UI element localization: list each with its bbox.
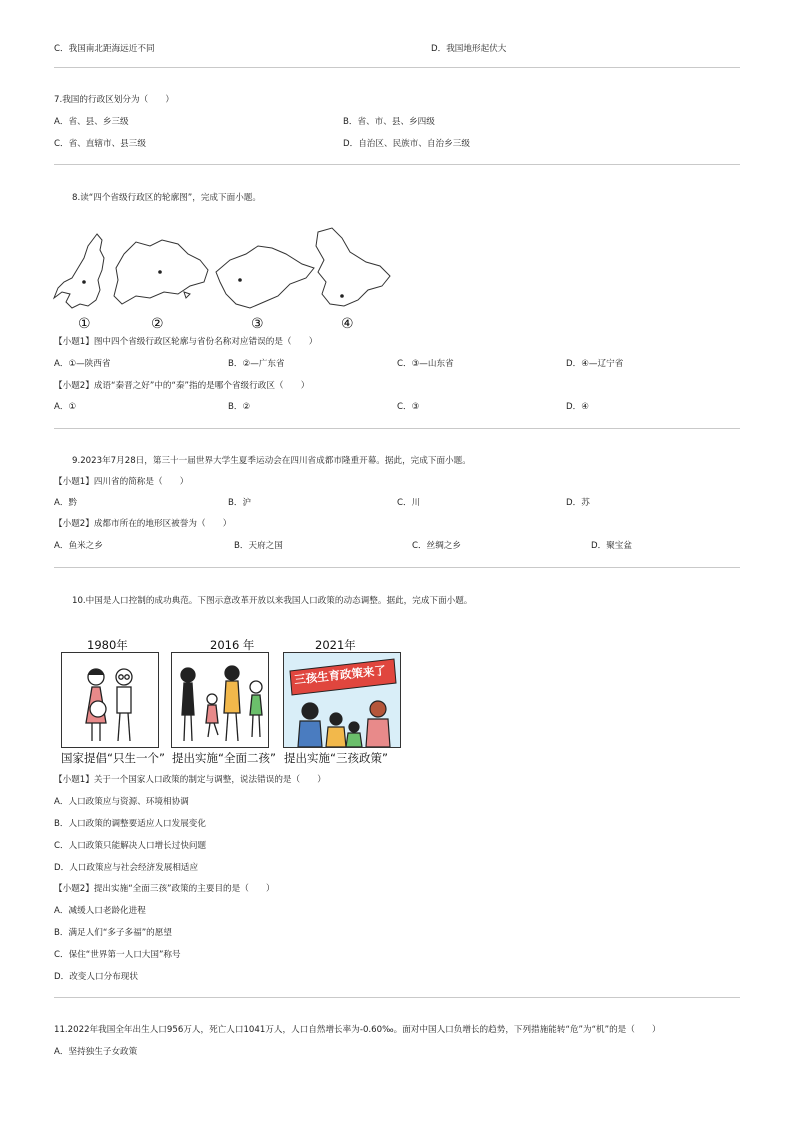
divider: [54, 164, 740, 165]
q10-sub2-option-b: B．满足人们“多子多福”的愿望: [54, 928, 172, 938]
q8-sub1-stem: 【小题1】图中四个省级行政区轮廓与省份名称对应错误的是（ ）: [54, 337, 318, 347]
divider: [54, 67, 740, 68]
q8-sub2-option-a: A．①: [54, 402, 77, 412]
q9-sub2-option-b: B．天府之国: [234, 541, 283, 551]
q10-sub2-option-a: A．减缓人口老龄化进程: [54, 906, 146, 916]
caption-one-child: 国家提倡“只生一个”: [61, 751, 165, 765]
policy-banner-text: 三孩生育政策来了: [293, 663, 387, 687]
q9-sub2-option-c: C．丝绸之乡: [412, 541, 461, 551]
q10-sub1-option-c: C．人口政策只能解决人口增长过快问题: [54, 841, 207, 851]
q11-stem: 11.2022年我国全年出生人口956万人，死亡人口1041万人，人口自然增长率为-0.60‰。面对中国人口负增长的趋势，下列措施能转“危”为“机”的是（ ）: [54, 1025, 661, 1035]
map-number-2: ②: [151, 316, 164, 332]
q8-stem: 8.读“四个省级行政区的轮廓图”，完成下面小题。: [72, 193, 261, 203]
q10-sub1-option-b: B．人口政策的调整要适应人口发展变化: [54, 819, 206, 829]
q9-sub1-option-b: B．沪: [228, 498, 252, 508]
q6-option-c: C．我国南北距海远近不同: [54, 44, 155, 54]
panel-three-children: [283, 652, 401, 748]
q9-sub1-option-a: A．黔: [54, 498, 78, 508]
q8-sub2-option-c: C．③: [397, 402, 420, 412]
q8-sub1-option-d: D．④—辽宁省: [566, 359, 624, 369]
q7-stem: 7.我国的行政区划分为（ ）: [54, 95, 174, 105]
q7-option-c: C．省、直辖市、县三级: [54, 139, 146, 149]
q9-sub2-stem: 【小题2】成都市所在的地形区被誉为（ ）: [54, 519, 232, 529]
q10-sub2-option-d: D．改变人口分布现状: [54, 972, 138, 982]
province-outline-maps: [50, 224, 395, 314]
q8-sub1-option-c: C．③—山东省: [397, 359, 454, 369]
q9-stem: 9.2023年7月28日，第三十一届世界大学生夏季运动会在四川省成都市隆重开幕。据此，完成下面小题。: [72, 456, 471, 466]
q8-sub2-stem: 【小题2】成语“秦晋之好”中的“秦”指的是哪个省级行政区（ ）: [54, 381, 310, 391]
q9-sub1-option-d: D．苏: [566, 498, 590, 508]
q10-sub2-option-c: C．保住“世界第一人口大国”称号: [54, 950, 181, 960]
q6-option-d: D．我国地形起伏大: [431, 44, 507, 54]
q10-sub1-stem: 【小题1】关于一个国家人口政策的制定与调整，说法错误的是（ ）: [54, 775, 326, 785]
q7-option-d: D．自治区、民族市、自治乡三级: [343, 139, 470, 149]
q8-sub1-option-b: B．②—广东省: [228, 359, 285, 369]
caption-two-children: 提出实施“全面二孩”: [172, 751, 276, 765]
q10-sub1-option-d: D．人口政策应与社会经济发展相适应: [54, 863, 199, 873]
divider: [54, 428, 740, 429]
q10-sub2-stem: 【小题2】提出实施“全面三孩”政策的主要目的是（ ）: [54, 884, 275, 894]
map-number-3: ③: [251, 316, 264, 332]
q10-stem: 10.中国是人口控制的成功典范。下图示意改革开放以来我国人口政策的动态调整。据此，完成下面小题。: [72, 596, 473, 606]
q8-sub2-option-b: B．②: [228, 402, 251, 412]
q10-sub1-option-a: A．人口政策应与资源、环境相协调: [54, 797, 189, 807]
q9-sub1-option-c: C．川: [397, 498, 421, 508]
map-number-4: ④: [341, 316, 354, 332]
q7-option-a: A．省、县、乡三级: [54, 117, 129, 127]
map-number-1: ①: [78, 316, 91, 332]
q7-option-b: B．省、市、县、乡四级: [343, 117, 435, 127]
q9-sub2-option-d: D．聚宝盆: [591, 541, 632, 551]
divider: [54, 997, 740, 998]
q9-sub1-stem: 【小题1】四川省的简称是（ ）: [54, 477, 189, 487]
year-label-2021: 2021年: [315, 638, 356, 652]
divider: [54, 567, 740, 568]
q8-sub1-option-a: A．①—陕西省: [54, 359, 111, 369]
year-label-2016: 2016 年: [210, 638, 255, 652]
panel-two-children: [171, 652, 269, 748]
q9-sub2-option-a: A．鱼米之乡: [54, 541, 103, 551]
year-label-1980: 1980年: [87, 638, 128, 652]
q8-sub2-option-d: D．④: [566, 402, 589, 412]
caption-three-children: 提出实施“三孩政策”: [284, 751, 388, 765]
q11-option-a: A．坚持独生子女政策: [54, 1047, 138, 1057]
panel-one-child: [61, 652, 159, 748]
